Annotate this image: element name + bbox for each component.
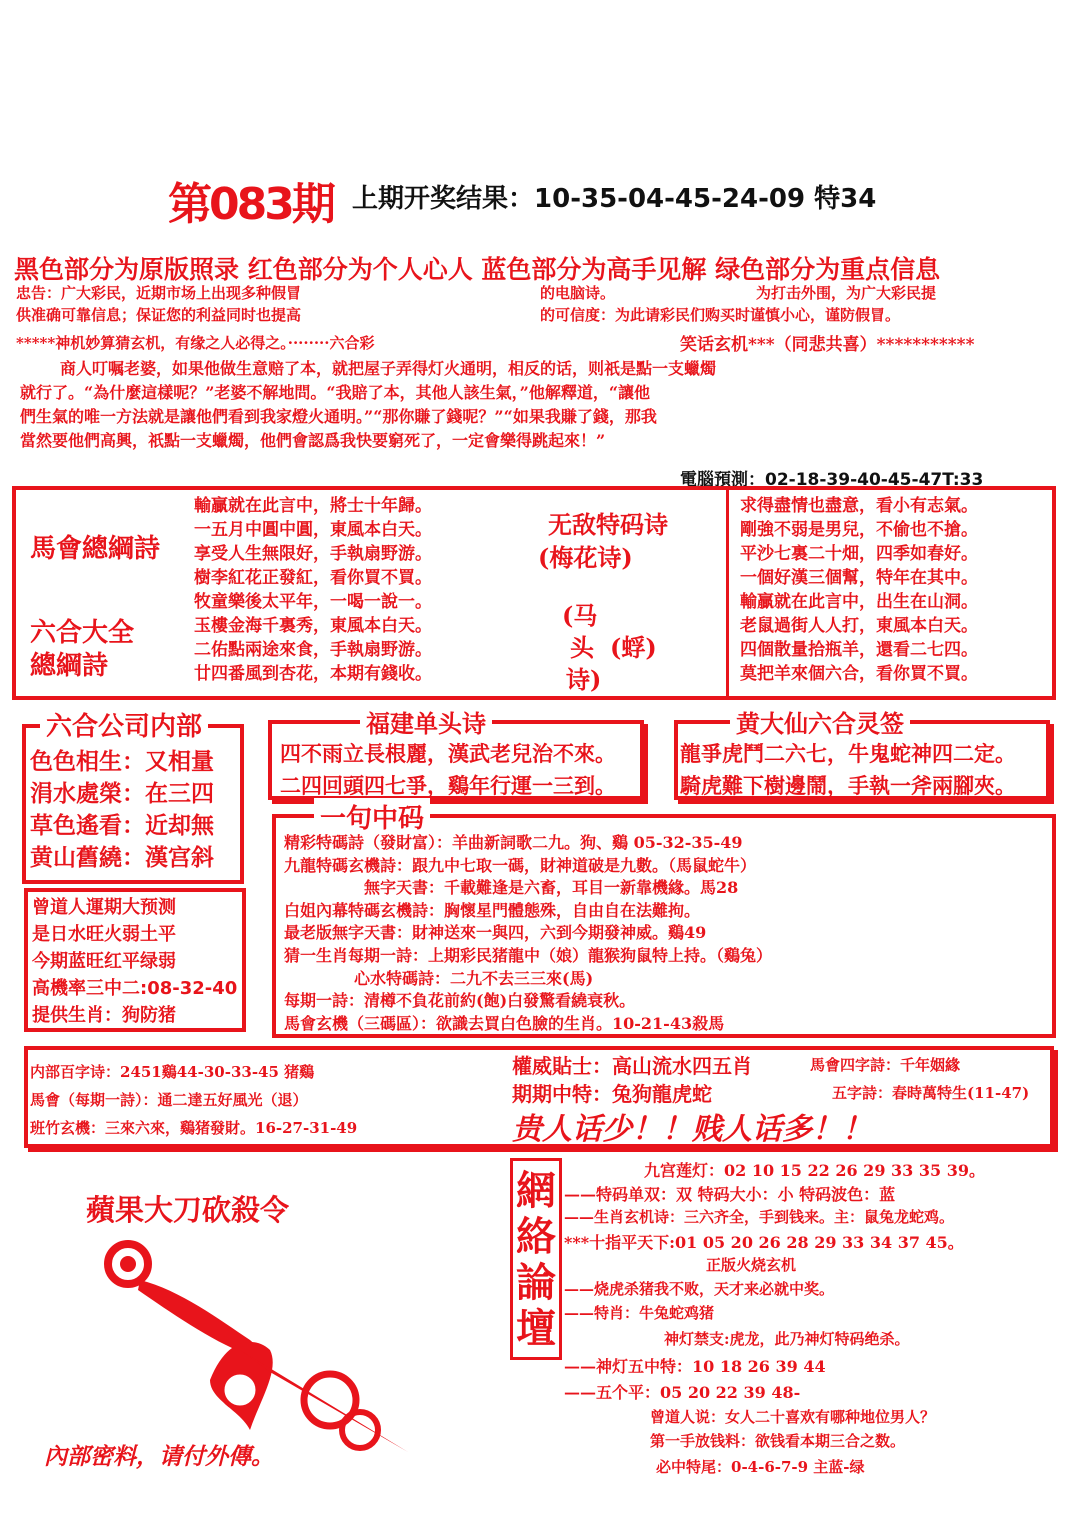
poem-right-line: 平沙七裏二十畑，四季如春好。: [740, 544, 978, 564]
forum-line: ——特肖：牛兔蛇鸡猪: [564, 1304, 715, 1322]
poem-mid-title-1: 无敌特码诗: [548, 510, 668, 539]
joke-line-4: 當然要他們高興，祇點一支蠟燭，他們會認爲我快要窮死了，一定會樂得跳起來！”: [20, 431, 606, 450]
one-sentence-line: 每期一詩：清樽不負花前約(飽)白發驚看繞衰秋。: [284, 991, 636, 1011]
poem-left-list: [194, 494, 432, 686]
forum-line: 曾道人说：女人二十喜欢有哪种地位男人？: [650, 1408, 936, 1426]
forum-line: ——烧虎杀猪我不败，天才来必就中奖。: [564, 1280, 835, 1298]
issue-number: 第083期: [168, 179, 333, 230]
poem-mid-v1: (马: [562, 601, 598, 630]
forum-vertical-title: 網絡論壇: [516, 1167, 556, 1352]
one-sentence-line: 白姐內幕特碼玄機詩：胸懷星門體態殊，自由自在法難拘。: [284, 900, 701, 920]
poem-right-line: 四個散量拾瓶羊，還看二七四。: [740, 640, 978, 660]
notice-line-1b: 的电脑诗。: [540, 284, 616, 302]
authority-row-1a: 權威貼士：高山流水四五肖: [512, 1054, 752, 1078]
poem-right-list: [740, 494, 978, 686]
notice-line-1a: 忠告：广大彩民，近期市场上出现多种假冒: [16, 284, 302, 302]
forum-line: ——五个平：05 20 22 39 48-: [564, 1383, 801, 1402]
poem-title-1: 馬會總綱詩: [30, 534, 161, 564]
huangdaxian-title: 黄大仙六合灵签: [730, 704, 910, 739]
poem-mid-title-2: (梅花诗): [538, 543, 633, 572]
forum-line: ——神灯五中特：10 18 26 39 44: [564, 1357, 826, 1376]
one-sentence-line: 最老版無字天書：財神送來一與四，六到今期發神威。鷄49: [284, 923, 707, 943]
notice-line-2b: 的可信度：为此请彩民们购买时谨慎小心，谨防假冒。: [540, 306, 901, 324]
one-sentence-line: 心水特碼詩：二九不去三三來(馬): [354, 968, 594, 988]
daoren-line: 今期蓝旺红平绿弱: [32, 951, 176, 972]
poem-right-line: 輸贏就在此言中，出生在山洞。: [740, 592, 978, 612]
daoren-line: 是日水旺火弱土平: [32, 924, 176, 945]
poem-right-line: 剛強不弱是男兒，不偷也不搶。: [740, 520, 978, 540]
authority-slogan: 贵人话少！！贱人话多！！: [512, 1112, 872, 1147]
poem-right-line: 求得盡情也盡意，看小有志氣。: [740, 496, 978, 516]
company-line: 黄山舊繞：漢宫斜: [30, 844, 214, 871]
poem-right-line: 一個好漢三個幫，特年在其中。: [740, 568, 978, 588]
poem-left-line: 牧童樂後太平年，一喝一說一。: [194, 592, 432, 612]
knife-title: 蘋果大刀砍殺令: [86, 1193, 290, 1227]
fujian-title: 福建单头诗: [360, 704, 492, 739]
poem-mid-v2: 头: [570, 633, 594, 662]
joke-line-3: 們生氣的唯一方法就是讓他們看到我家燈火通明。”“那你賺了錢呢？”“如果我賺了錢，那我: [20, 407, 657, 426]
forum-line: 神灯禁支:虎龙，此乃神灯特码绝杀。: [664, 1330, 910, 1348]
poem-title-2: 六合大全: [30, 618, 135, 648]
one-sentence-line: 精彩特碼詩（發財富）：羊曲新詞歌二九。狗、鷄 05-32-35-49: [284, 833, 743, 852]
computer-prediction: 電腦預測：02-18-39-40-45-47T:33: [680, 470, 984, 490]
poem-title-3: 總綱詩: [30, 651, 109, 681]
last-result: [352, 178, 876, 215]
one-sentence-line: 猜一生肖每期一詩：上期彩民猪龍中（娘）龍猴狗鼠特上持。（鷄兔）: [284, 945, 773, 965]
inner-line: 馬會（每期一詩）：通二達五好風光（退）: [30, 1091, 308, 1109]
special-number: 特34: [814, 184, 877, 214]
one-sentence-line: 九龍特碼玄機詩：跟九中七取一碼，財神道破是九數。（馬鼠蛇牛）: [284, 855, 757, 875]
poem-left-line: 樹李紅花正發紅，看你買不買。: [194, 568, 432, 588]
one-sentence-line: 無字天書：千載難逢是六畜，耳目一新靠機緣。馬28: [364, 878, 739, 898]
last-result-numbers: 10-35-04-45-24-09: [534, 184, 806, 214]
notice-line-2a: 供准确可靠信息；保证您的利益同时也提高: [16, 306, 302, 324]
inner-line: 班竹玄機：三來六來，鷄猪發財。16-27-31-49: [30, 1119, 358, 1137]
forum-line: ***十指平天下:01 05 20 26 28 29 33 34 37 45。: [564, 1233, 964, 1252]
poem-left-line: 玉樓金海千裏秀，東風本白天。: [194, 616, 432, 636]
joke-line-1: 商人叮嘱老婆，如果他做生意赔了本，就把屋子弄得灯火通明，相反的话，则祇是點一支蠟燭: [60, 359, 717, 378]
poem-mid-v4: 诗): [566, 665, 602, 694]
inner-line: 内部百字诗：2451鷄44-30-33-45 猪鷄: [30, 1063, 315, 1081]
poem-left-line: 二佑點兩途來食，手執扇野游。: [194, 640, 432, 660]
poem-box-divider: [726, 490, 729, 696]
huangdaxian-line-2: 騎虎難下樹邊鬧，手執一斧兩腳夾。: [680, 773, 1016, 798]
fujian-line-1: 四不雨立長根麗，漢武老兒治不來。: [280, 741, 616, 766]
poem-mid-v3: (蜉): [610, 633, 657, 662]
one-sentence-line: 馬會玄機（三碼區）：欲識去買白色臉的生肖。10-21-43殺馬: [284, 1013, 725, 1033]
company-line: 草色遙看：近却無: [30, 812, 214, 839]
forum-line: ——特码单双：双 特码大小：小 特码波色：蓝: [564, 1185, 896, 1204]
huangdaxian-line-1: 龍爭虎鬥二六七，牛鬼蛇神四二定。: [680, 741, 1016, 766]
daoren-list: [32, 894, 237, 1029]
poem-right-line: 莫把羊來個六合，看你買不買。: [740, 664, 978, 684]
one-sentence-list: [284, 832, 772, 1035]
forum-line: ——生肖玄机诗：三六齐全，手到钱来。主：鼠兔龙蛇鸡。: [564, 1208, 955, 1226]
daoren-line: 提供生肖：狗防猪: [32, 1005, 176, 1026]
forum-line: 正版火烧玄机: [706, 1256, 797, 1274]
poem-left-line: 廿四番風到杏花，本期有錢收。: [194, 664, 432, 684]
company-list: [30, 746, 214, 874]
authority-row-2a: 期期中特：兔狗龍虎蛇: [512, 1082, 712, 1106]
company-line: 涓水處榮：在三四: [30, 780, 214, 807]
company-line: 色色相生：又相量: [30, 748, 214, 775]
joke-header-b: 笑话玄机***（同悲共喜）***********: [680, 335, 975, 355]
color-legend: 黑色部分为原版照录 红色部分为个人心人 蓝色部分为高手见解 绿色部分为重点信息: [14, 255, 941, 284]
fujian-line-2: 二四回頭四七爭，鷄年行運一三到。: [280, 773, 616, 798]
authority-row-2b: 五字詩：春時萬特生(11-47): [832, 1084, 1030, 1102]
company-title: 六合公司内部: [40, 706, 208, 743]
poem-left-line: 享受人生無限好，手執扇野游。: [194, 544, 432, 564]
last-result-label: 上期开奖结果：: [352, 184, 535, 214]
forum-line: 第一手放钱料：欲钱看本期三合之数。: [650, 1432, 906, 1450]
daoren-line: 曾道人運期大预测: [32, 897, 176, 918]
poem-right-line: 老鼠過街人人打，東風本白天。: [740, 616, 978, 636]
poem-left-line: 輸贏就在此言中，將士十年歸。: [194, 496, 432, 516]
forum-line: 必中特尾：0-4-6-7-9 主蓝-绿: [656, 1458, 865, 1476]
sword-icon: [60, 1230, 420, 1460]
poem-left-line: 一五月中圓中圓，東風本白天。: [194, 520, 432, 540]
notice-line-1c: 为打击外围，为广大彩民提: [756, 284, 937, 302]
inner-list: [30, 1058, 357, 1142]
one-sentence-title: 一句中码: [314, 798, 430, 835]
forum-line: 九宫莲灯：02 10 15 22 26 29 33 35 39。: [644, 1161, 985, 1180]
knife-footer: 內部密料，请付外傳。: [44, 1443, 274, 1470]
daoren-line: 高機率三中二:08-32-40: [32, 978, 238, 999]
joke-line-2: 就行了。“為什麼這樣呢？”老婆不解地問。“我賠了本，其他人該生氣，”他解釋道，“讓他: [20, 383, 651, 402]
authority-row-1b: 馬會四字詩：千年姻緣: [810, 1056, 961, 1074]
joke-header-a: *****神机妙算猜玄机，有缘之人必得之。········六合彩: [16, 334, 375, 352]
